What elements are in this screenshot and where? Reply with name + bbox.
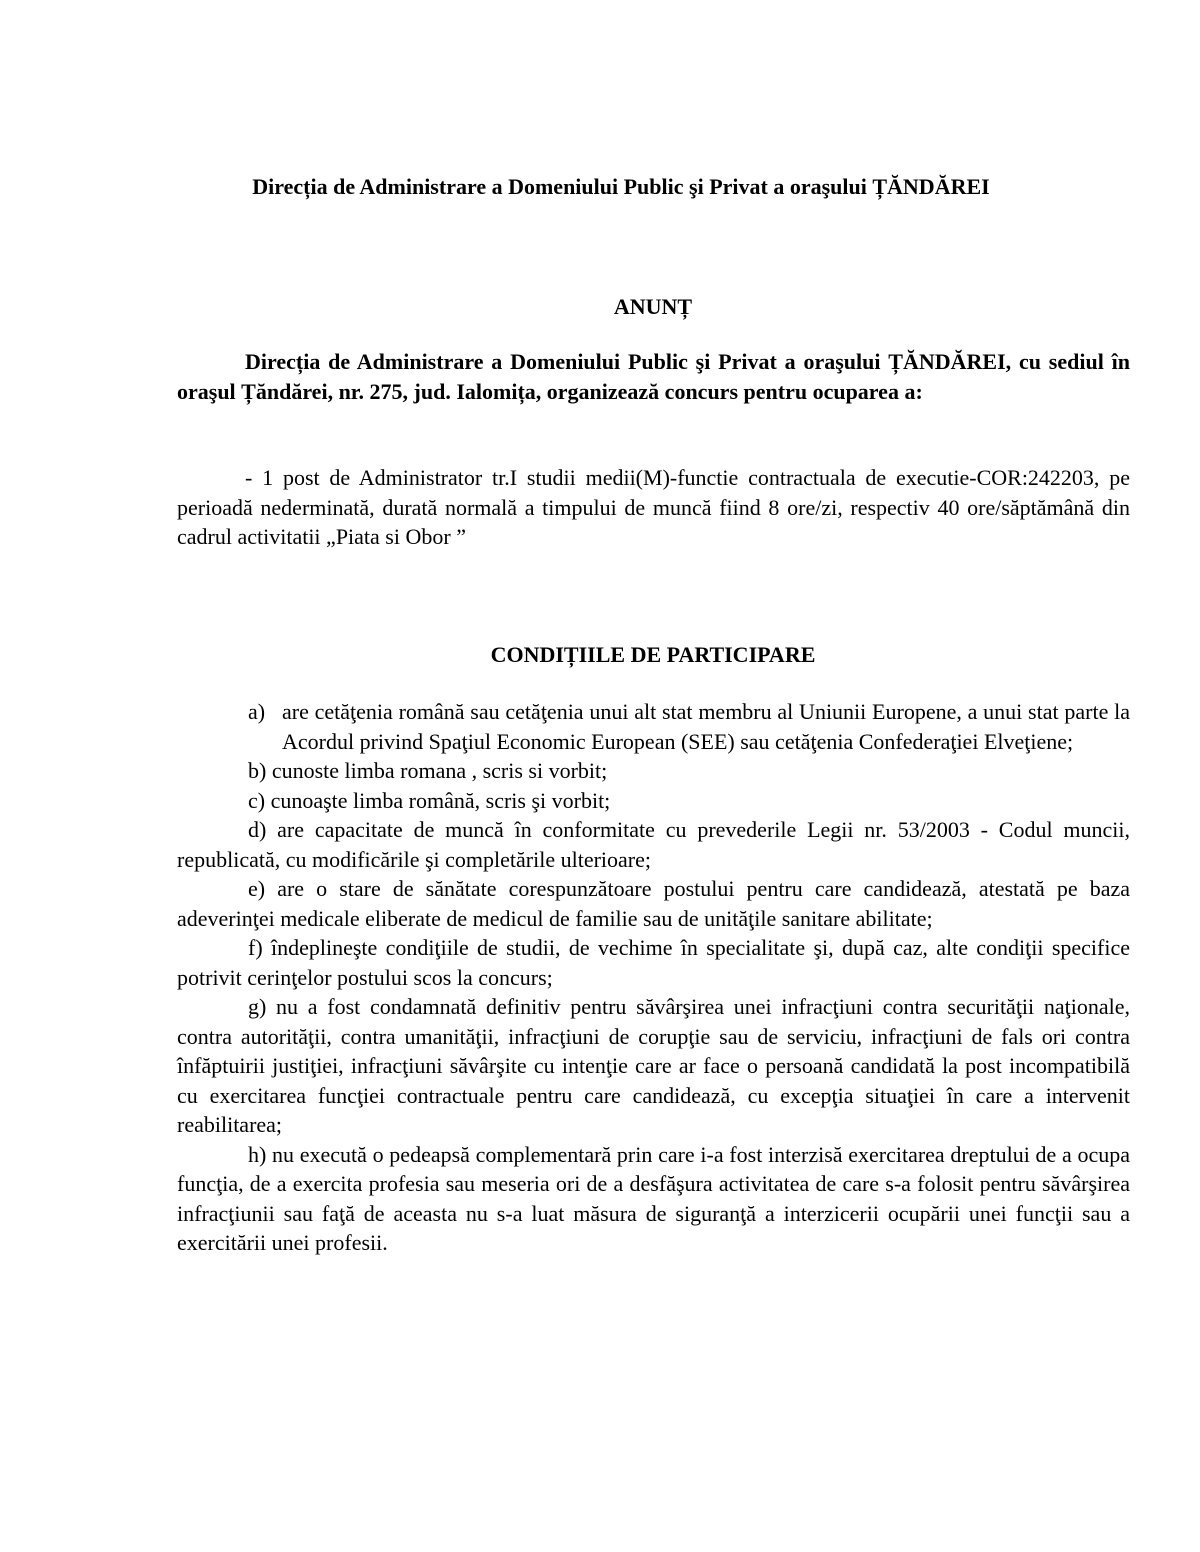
condition-text: îndeplineşte condiţiile de studii, de vechime în specialitate şi, după caz, alte condiţii specifice potrivit cerinţelor postului scos la concurs;: [177, 935, 1130, 990]
condition-marker: b): [248, 758, 267, 783]
condition-text: nu execută o pedeapsă complementară prin care i-a fost interzisă exercitarea dreptului de a ocupa funcţia, de a exercita profesia sau meseria ori de a desfăşura activitatea de care s-a folosit pentru săvârşirea infracţiunii sau faţă de aceasta nu s-a luat măsura de siguranţă a interzicerii ocupării unei funcţii sau a exercitării unei profesii.: [177, 1141, 1130, 1255]
institution-header: Direcția de Administrare a Domeniului Public şi Privat a oraşului ȚĂNDĂREI: [252, 174, 990, 199]
post-text: - 1 post de Administrator tr.I studii medii(M)-functie contractuala de executie-COR:242203, pe perioadă nederminată, durată normală a timpului de muncă fiind 8 ore/zi, respectiv 40 ore/săptămână din cadrul activitatii „Piata si Obor ”: [177, 465, 1130, 549]
condition-item: [177, 786, 1130, 816]
intro-text: Direcția de Administrare a Domeniului Public şi Privat a oraşului ȚĂNDĂREI, cu sediul în oraşul Țăndărei, nr. 275, jud. Ialomița, organizează concurs pentru ocuparea a:: [177, 349, 1130, 404]
condition-item: [177, 933, 1130, 992]
condition-item: [177, 815, 1130, 874]
condition-marker: h): [248, 1141, 267, 1167]
condition-marker: g): [248, 994, 267, 1019]
condition-marker: e): [248, 876, 266, 901]
condition-marker: c): [248, 787, 266, 813]
condition-item: [177, 874, 1130, 933]
announcement-title: ANUNȚ: [613, 294, 693, 319]
conditions-heading: CONDIȚIILE DE PARTICIPARE: [490, 642, 816, 667]
condition-text: cunoste limba romana , scris si vorbit;: [266, 758, 608, 783]
condition-item: [177, 992, 1130, 1140]
conditions-list: [177, 697, 1130, 1258]
condition-text: cunoaşte limba română, scris şi vorbit;: [270, 787, 611, 813]
condition-item: [248, 756, 1130, 786]
condition-text: are capacitate de muncă în conformitate cu prevederile Legii nr. 53/2003 - Codul muncii, republicată, cu modificările şi completările ulterioare;: [177, 817, 1131, 872]
condition-marker: a): [248, 699, 266, 724]
condition-item: [177, 1140, 1130, 1258]
condition-text: are o stare de sănătate corespunzătoare postului pentru care candidează, atestată pe baza adeverinţei medicale eliberate de medicul de familie sau de unităţile sanitare abilitate;: [177, 876, 1130, 931]
condition-marker: f): [248, 935, 263, 960]
condition-item: [248, 697, 1130, 756]
condition-marker: d): [248, 817, 267, 842]
condition-text: are cetăţenia română sau cetăţenia unui alt stat membru al Uniunii Europene, a unui stat parte la Acordul privind Spaţiul Economic European (SEE) sau cetăţenia Confederaţiei Elveţiene;: [282, 699, 1130, 754]
post-description: [177, 463, 1130, 552]
intro-paragraph: [177, 347, 1130, 406]
condition-text: nu a fost condamnată definitiv pentru săvârşirea unei infracţiuni contra securităţii naţionale, contra autorităţii, contra umanităţii, infracţiuni de corupţie sau de serviciu, infracţiuni de fals ori contra înfăptuirii justiţiei, infracţiuni săvârşite cu intenţie care ar face o persoană candidată la post incompatibilă cu exercitarea funcţiei contractuale pentru care candidează, cu excepţia situaţiei în care a intervenit reabilitarea;: [177, 994, 1130, 1137]
